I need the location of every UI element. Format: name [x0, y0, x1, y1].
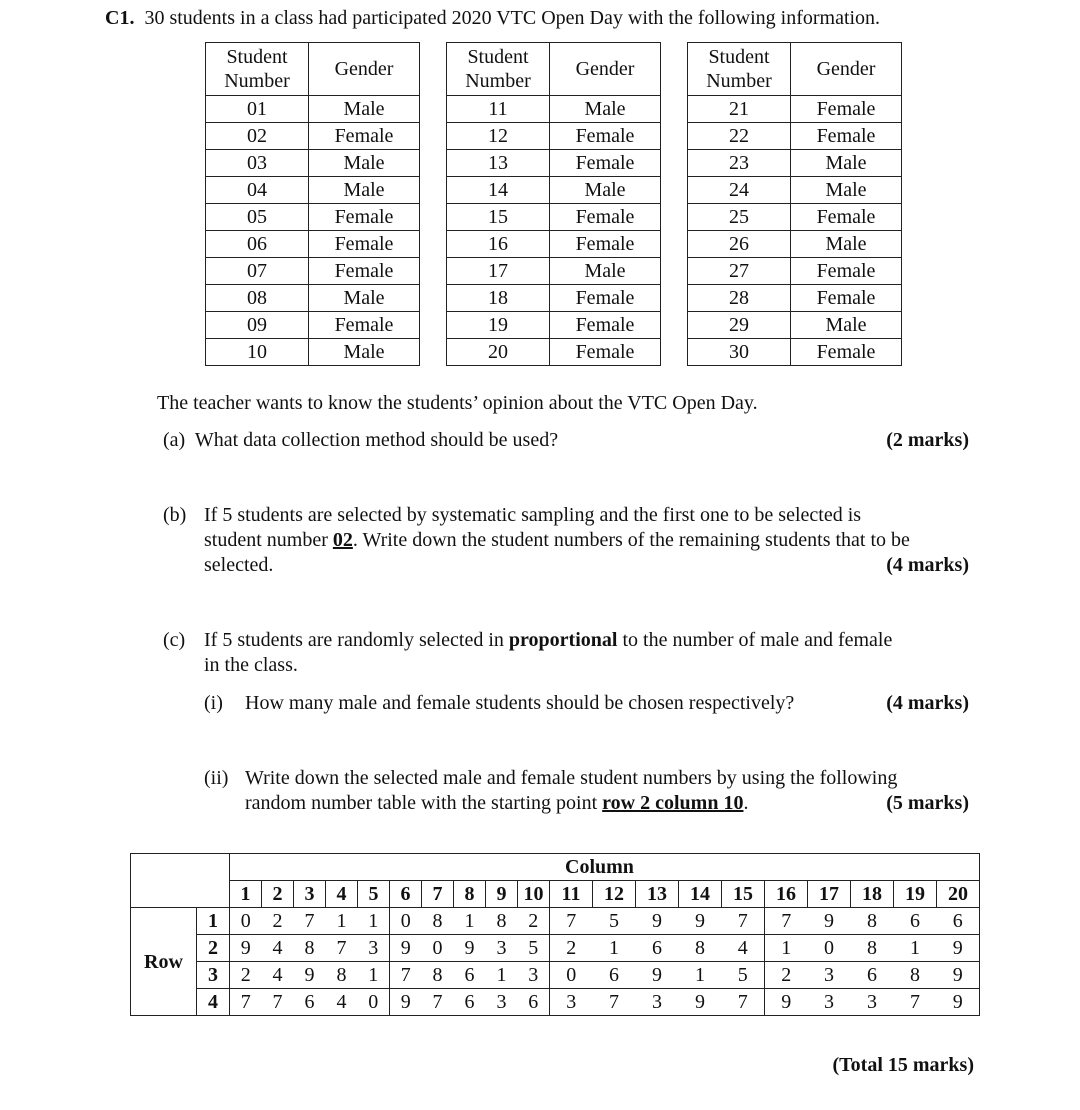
student-gender: Male [309, 339, 420, 366]
random-digit: 6 [937, 908, 980, 935]
student-gender: Female [791, 258, 902, 285]
random-digit: 9 [765, 989, 808, 1016]
table-row [206, 96, 902, 123]
column-gap [661, 204, 688, 231]
table-row [206, 123, 902, 150]
student-gender: Male [791, 177, 902, 204]
header-gender: Gender [791, 43, 902, 96]
part-a-marks: (2 marks) [886, 429, 969, 451]
part-b-start-number: 02 [332, 529, 353, 551]
part-b-line2 [204, 528, 910, 553]
teacher-text: The teacher wants to know the students’ opinion about the VTC Open Day. [157, 392, 758, 414]
random-digit: 9 [636, 908, 679, 935]
part-c-ii-start-point: row 2 column 10 [602, 792, 744, 814]
student-number: 17 [447, 258, 550, 285]
column-number: 3 [294, 881, 326, 908]
header-text: Number [224, 70, 290, 92]
student-gender: Female [791, 285, 902, 312]
student-number: 11 [447, 96, 550, 123]
column-number: 9 [486, 881, 518, 908]
student-gender: Male [550, 177, 661, 204]
row-number: 2 [197, 935, 230, 962]
column-gap [661, 96, 688, 123]
table-row [206, 285, 902, 312]
part-c-ii-text: . [743, 792, 749, 814]
column-number: 6 [390, 881, 422, 908]
random-digit: 1 [765, 935, 808, 962]
empty-corner [131, 881, 230, 908]
student-gender: Female [550, 312, 661, 339]
column-number: 5 [358, 881, 390, 908]
random-row [131, 962, 980, 989]
student-number: 19 [447, 312, 550, 339]
student-number: 16 [447, 231, 550, 258]
part-c-i-marks: (4 marks) [886, 692, 969, 714]
student-gender: Female [791, 339, 902, 366]
student-gender: Male [550, 96, 661, 123]
column-number: 8 [454, 881, 486, 908]
random-digit: 4 [722, 935, 765, 962]
random-digit: 9 [808, 908, 851, 935]
student-gender: Female [550, 204, 661, 231]
header-text: Number [465, 70, 531, 92]
student-gender: Female [309, 231, 420, 258]
student-number: 01 [206, 96, 309, 123]
student-number: 05 [206, 204, 309, 231]
random-digit: 8 [486, 908, 518, 935]
random-row [131, 908, 980, 935]
random-digit: 7 [894, 989, 937, 1016]
column-gap [420, 204, 447, 231]
column-number: 4 [326, 881, 358, 908]
column-number: 16 [765, 881, 808, 908]
random-digit: 9 [937, 989, 980, 1016]
random-digit: 1 [358, 908, 390, 935]
random-digit: 8 [422, 908, 454, 935]
part-b-line3: selected. [204, 554, 274, 576]
column-label-row [131, 854, 980, 881]
part-b-line1: If 5 students are selected by systematic sampling and the first one to be selected is [204, 504, 862, 526]
student-number: 02 [206, 123, 309, 150]
student-number: 04 [206, 177, 309, 204]
column-number: 7 [422, 881, 454, 908]
row-label: Row [131, 908, 197, 1016]
table-row [206, 177, 902, 204]
column-number: 1 [230, 881, 262, 908]
table-row [206, 150, 902, 177]
column-gap [420, 339, 447, 366]
random-digit: 7 [765, 908, 808, 935]
table-row [206, 204, 902, 231]
student-gender: Female [550, 123, 661, 150]
random-digit: 2 [765, 962, 808, 989]
student-number: 28 [688, 285, 791, 312]
column-gap [661, 258, 688, 285]
student-number: 03 [206, 150, 309, 177]
random-digit: 0 [808, 935, 851, 962]
random-digit: 0 [390, 908, 422, 935]
table-row [206, 339, 902, 366]
empty-corner [131, 854, 230, 881]
random-digit: 1 [679, 962, 722, 989]
part-b-label: (b) [163, 504, 187, 526]
question-heading [105, 6, 880, 31]
random-digit: 1 [486, 962, 518, 989]
random-number-table [130, 853, 980, 1016]
random-digit: 9 [230, 935, 262, 962]
student-number: 10 [206, 339, 309, 366]
student-gender: Female [309, 312, 420, 339]
student-gender: Female [309, 123, 420, 150]
part-c-i-text: How many male and female students should be chosen respectively? [245, 692, 795, 714]
random-digit: 8 [422, 962, 454, 989]
student-gender: Female [309, 258, 420, 285]
column-number: 19 [894, 881, 937, 908]
student-gender: Male [309, 285, 420, 312]
student-gender: Female [791, 96, 902, 123]
random-digit: 3 [550, 989, 593, 1016]
student-gender: Female [550, 339, 661, 366]
column-gap [420, 231, 447, 258]
random-digit: 6 [294, 989, 326, 1016]
part-c-label: (c) [163, 629, 186, 651]
random-digit: 5 [518, 935, 550, 962]
random-digit: 5 [722, 962, 765, 989]
column-number: 2 [262, 881, 294, 908]
random-digit: 3 [808, 962, 851, 989]
random-digit: 3 [636, 989, 679, 1016]
part-c-line1 [204, 628, 892, 653]
column-gap [661, 231, 688, 258]
random-digit: 6 [593, 962, 636, 989]
column-gap [661, 150, 688, 177]
column-number: 20 [937, 881, 980, 908]
student-number: 09 [206, 312, 309, 339]
random-digit: 2 [518, 908, 550, 935]
random-digit: 4 [262, 962, 294, 989]
student-gender: Male [791, 231, 902, 258]
column-number: 11 [550, 881, 593, 908]
column-label: Column [230, 854, 980, 881]
random-digit: 3 [358, 935, 390, 962]
random-digit: 1 [358, 962, 390, 989]
random-digit: 9 [937, 935, 980, 962]
column-gap [661, 339, 688, 366]
column-gap [420, 150, 447, 177]
part-c-ii-label: (ii) [204, 767, 229, 789]
student-number: 27 [688, 258, 791, 285]
column-number-row [131, 881, 980, 908]
part-c-text: If 5 students are randomly selected in [204, 629, 509, 651]
random-digit: 0 [230, 908, 262, 935]
student-number: 08 [206, 285, 309, 312]
random-digit: 7 [722, 908, 765, 935]
part-a [163, 428, 558, 453]
column-gap [420, 96, 447, 123]
column-number: 18 [851, 881, 894, 908]
part-c-ii-text: random number table with the starting point [245, 792, 603, 814]
row-number: 1 [197, 908, 230, 935]
random-digit: 7 [593, 989, 636, 1016]
random-digit: 6 [851, 962, 894, 989]
random-digit: 9 [679, 989, 722, 1016]
random-digit: 3 [851, 989, 894, 1016]
part-b-text: student number [204, 529, 333, 551]
column-gap [661, 123, 688, 150]
random-digit: 1 [326, 908, 358, 935]
random-digit: 1 [894, 935, 937, 962]
random-digit: 6 [518, 989, 550, 1016]
header-gender: Gender [550, 43, 661, 96]
random-digit: 3 [808, 989, 851, 1016]
header-student-number [688, 43, 791, 96]
student-number: 22 [688, 123, 791, 150]
student-number: 24 [688, 177, 791, 204]
part-c-ii-marks: (5 marks) [886, 792, 969, 814]
student-number: 15 [447, 204, 550, 231]
student-number: 29 [688, 312, 791, 339]
random-digit: 6 [636, 935, 679, 962]
random-digit: 4 [262, 935, 294, 962]
random-digit: 8 [326, 962, 358, 989]
table-row [206, 312, 902, 339]
header-student-number [447, 43, 550, 96]
random-digit: 3 [518, 962, 550, 989]
table-header-row [206, 43, 902, 96]
total-marks: (Total 15 marks) [832, 1054, 974, 1076]
random-digit: 9 [390, 935, 422, 962]
part-c-ii-line2 [245, 791, 748, 816]
part-c-line2: in the class. [204, 654, 298, 676]
random-digit: 9 [636, 962, 679, 989]
student-gender: Male [550, 258, 661, 285]
random-digit: 7 [326, 935, 358, 962]
random-digit: 7 [722, 989, 765, 1016]
random-digit: 9 [294, 962, 326, 989]
random-digit: 8 [851, 908, 894, 935]
part-b-text: . Write down the student numbers of the remaining students that to be [352, 529, 910, 551]
random-digit: 9 [454, 935, 486, 962]
row-number: 4 [197, 989, 230, 1016]
random-digit: 7 [550, 908, 593, 935]
student-number: 12 [447, 123, 550, 150]
column-gap [661, 285, 688, 312]
student-number: 25 [688, 204, 791, 231]
column-gap [661, 177, 688, 204]
random-digit: 1 [593, 935, 636, 962]
part-c-text: to the number of male and female [617, 629, 893, 651]
random-digit: 3 [486, 935, 518, 962]
table-row [206, 231, 902, 258]
random-digit: 9 [679, 908, 722, 935]
student-gender: Female [791, 204, 902, 231]
column-number: 12 [593, 881, 636, 908]
header-text: Student [708, 46, 770, 68]
part-c-i-label: (i) [204, 692, 223, 714]
random-digit: 9 [390, 989, 422, 1016]
student-gender: Female [550, 285, 661, 312]
student-number: 30 [688, 339, 791, 366]
random-digit: 5 [593, 908, 636, 935]
random-digit: 7 [262, 989, 294, 1016]
column-number: 17 [808, 881, 851, 908]
student-gender: Female [550, 150, 661, 177]
random-digit: 0 [550, 962, 593, 989]
column-gap [420, 123, 447, 150]
student-gender: Male [309, 177, 420, 204]
random-digit: 3 [486, 989, 518, 1016]
random-digit: 7 [294, 908, 326, 935]
question-label: C1. [105, 7, 135, 29]
column-gap [661, 43, 688, 96]
column-gap [420, 285, 447, 312]
column-gap [420, 43, 447, 96]
column-number: 14 [679, 881, 722, 908]
part-a-label: (a) [163, 429, 186, 451]
part-c-bold: proportional [508, 629, 618, 651]
random-digit: 8 [851, 935, 894, 962]
student-number: 21 [688, 96, 791, 123]
random-digit: 7 [422, 989, 454, 1016]
student-gender: Male [309, 150, 420, 177]
random-digit: 2 [230, 962, 262, 989]
student-gender: Female [309, 204, 420, 231]
table-row [206, 258, 902, 285]
random-digit: 1 [454, 908, 486, 935]
random-digit: 2 [262, 908, 294, 935]
header-text: Student [226, 46, 288, 68]
random-digit: 6 [894, 908, 937, 935]
random-row [131, 935, 980, 962]
random-digit: 8 [294, 935, 326, 962]
student-number: 23 [688, 150, 791, 177]
column-number: 13 [636, 881, 679, 908]
student-number: 06 [206, 231, 309, 258]
student-number: 18 [447, 285, 550, 312]
student-number: 07 [206, 258, 309, 285]
random-digit: 6 [454, 962, 486, 989]
student-gender: Male [791, 150, 902, 177]
student-number: 20 [447, 339, 550, 366]
random-digit: 6 [454, 989, 486, 1016]
student-number: 13 [447, 150, 550, 177]
part-b-marks: (4 marks) [886, 554, 969, 576]
header-student-number [206, 43, 309, 96]
student-number: 26 [688, 231, 791, 258]
random-digit: 8 [894, 962, 937, 989]
header-gender: Gender [309, 43, 420, 96]
question-intro: 30 students in a class had participated 2020 VTC Open Day with the following information. [144, 7, 881, 29]
column-number: 15 [722, 881, 765, 908]
part-a-text: What data collection method should be used? [194, 429, 559, 451]
random-digit: 2 [550, 935, 593, 962]
student-gender-table [205, 42, 902, 366]
row-number: 3 [197, 962, 230, 989]
random-digit: 0 [358, 989, 390, 1016]
column-number: 10 [518, 881, 550, 908]
column-gap [420, 177, 447, 204]
column-gap [420, 258, 447, 285]
student-number: 14 [447, 177, 550, 204]
random-digit: 0 [422, 935, 454, 962]
column-gap [661, 312, 688, 339]
student-gender: Female [550, 231, 661, 258]
column-gap [420, 312, 447, 339]
random-digit: 7 [230, 989, 262, 1016]
header-text: Number [706, 70, 772, 92]
student-gender: Female [791, 123, 902, 150]
part-c-ii-line1: Write down the selected male and female student numbers by using the following [245, 767, 898, 789]
random-digit: 7 [390, 962, 422, 989]
random-digit: 4 [326, 989, 358, 1016]
random-row [131, 989, 980, 1016]
student-gender: Male [309, 96, 420, 123]
student-gender: Male [791, 312, 902, 339]
random-digit: 8 [679, 935, 722, 962]
header-text: Student [467, 46, 529, 68]
random-digit: 9 [937, 962, 980, 989]
